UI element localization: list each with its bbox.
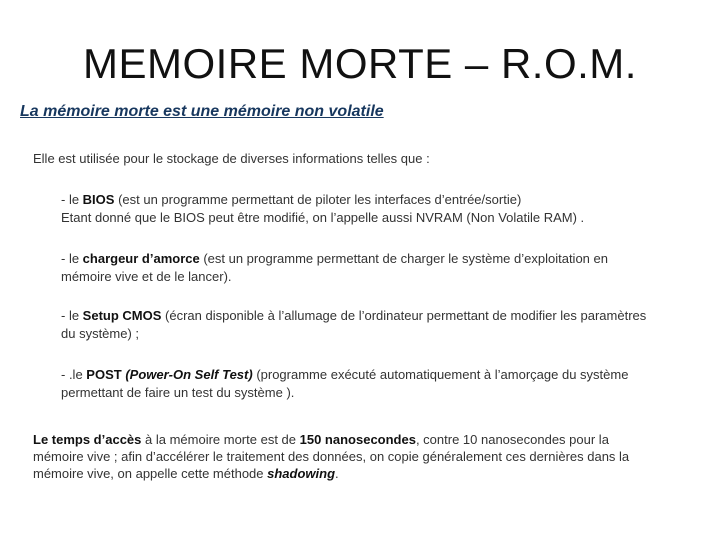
bullet-line [61,191,701,209]
bullet-line [61,250,701,268]
bullet-line [61,366,701,384]
bullet-keyword: BIOS [82,192,115,207]
bullet-post [61,366,701,402]
bullet-prefix: - le [61,251,83,266]
footer-keyword-shadowing: shadowing [267,466,336,481]
bullet-line-2: Etant donné que le BIOS peut être modifié, on l’appelle aussi NVRAM (Non Volatile RAM) . [61,210,585,225]
bullet-line-2: permettant de faire un test du système ). [61,385,295,400]
footer-line-3 [33,465,703,482]
intro-text: Elle est utilisée pour le stockage de diverses informations telles que : [33,151,430,166]
bullet-prefix: - .le [61,367,87,382]
bullet-keyword-italic: (Power-On Self Test) [125,367,253,382]
bullet-line-2: du système) ; [61,326,140,341]
bullet-chargeur [61,250,701,286]
footer-paragraph [33,431,703,482]
bullet-text: (écran disponible à l’allumage de l’ordinateur permettant de modifier les paramètres [161,308,647,323]
footer-line-2: mémoire vive ; afin d’accélérer le traitement des données, on copie généralement ces dernières dans la [33,449,630,464]
footer-text: à la mémoire morte est de [141,432,300,447]
bullet-text: (est un programme permettant de charger le système d’exploitation en [199,251,608,266]
footer-keyword-access-time: Le temps d’accès [33,432,142,447]
bullet-keyword: POST [86,367,122,382]
footer-text: mémoire vive, on appelle cette méthode [33,466,268,481]
bullet-keyword: Setup CMOS [82,308,162,323]
bullet-setup-cmos [61,307,701,343]
footer-text: , contre 10 nanosecondes pour la [415,432,609,447]
slide-subtitle: La mémoire morte est une mémoire non volatile [20,103,384,120]
bullet-keyword: chargeur d’amorce [82,251,200,266]
footer-line-1 [33,431,703,448]
bullet-line-2: mémoire vive et de le lancer). [61,269,232,284]
footer-text: . [335,466,339,481]
bullet-prefix: - le [61,308,83,323]
bullet-bios [61,191,701,227]
bullet-line [61,307,701,325]
bullet-text: (est un programme permettant de piloter les interfaces d’entrée/sortie) [114,192,522,207]
slide-title: MEMOIRE MORTE – R.O.M. [83,40,637,87]
bullet-text: (programme exécuté automatiquement à l’amorçage du système [252,367,629,382]
bullet-prefix: - le [61,192,83,207]
footer-keyword-nanoseconds: 150 nanosecondes [299,432,416,447]
